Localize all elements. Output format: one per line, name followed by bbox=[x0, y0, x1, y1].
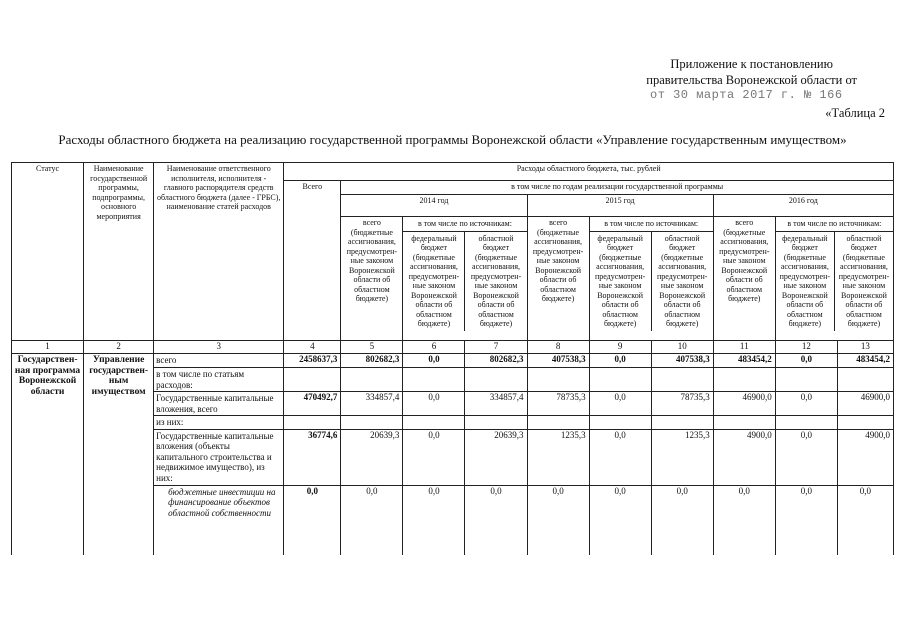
header-expenses: Расходы областного бюджета, тыс. рублей bbox=[284, 163, 894, 181]
cell-value: 0,0 bbox=[284, 485, 341, 555]
appendix-line-2: правительства Воронежской области от bbox=[646, 73, 857, 87]
cell-value: 46900,0 bbox=[713, 392, 775, 416]
cell-value bbox=[403, 368, 465, 392]
cell-value bbox=[527, 368, 589, 392]
cell-value: 4900,0 bbox=[713, 429, 775, 485]
header-federal: федеральный бюджет (бюджетные ассигнования, предусмотрен-ные законом Воронежской области об областном бюджете) bbox=[590, 232, 652, 331]
header-year-2015: 2015 год bbox=[527, 195, 713, 217]
cell-value bbox=[713, 368, 775, 392]
header-sources-label: в том числе по источникам: bbox=[776, 217, 893, 232]
row-label: бюджетные инвестиции на финансирование объектов областной собственности bbox=[154, 485, 284, 555]
cell-value: 78735,3 bbox=[651, 392, 713, 416]
cell-value: 2458637,3 bbox=[284, 354, 341, 368]
budget-table bbox=[11, 162, 894, 555]
cell-value bbox=[284, 368, 341, 392]
header-sources-label: в том числе по источникам: bbox=[403, 217, 526, 232]
header-program-name: Наименование государственной программы, подпрограммы, основного мероприятия bbox=[84, 163, 154, 341]
header-sources-2016 bbox=[775, 217, 893, 341]
cell-value bbox=[837, 416, 893, 430]
col-number: 9 bbox=[589, 341, 651, 354]
cell-value: 0,0 bbox=[775, 354, 837, 368]
program-name: Управление государствен-ным имуществом bbox=[84, 354, 154, 556]
header-sources-2014 bbox=[403, 217, 527, 341]
cell-value bbox=[465, 416, 527, 430]
header-executor: Наименование ответственного исполнителя, исполнителя - главного распорядителя средств областного бюджета (далее - ГРБС), наименование статей расходов bbox=[154, 163, 284, 341]
col-number: 4 bbox=[284, 341, 341, 354]
header-sources-label: в том числе по источникам: bbox=[590, 217, 713, 232]
cell-value: 0,0 bbox=[403, 429, 465, 485]
cell-value bbox=[651, 368, 713, 392]
header-year-2016: 2016 год bbox=[713, 195, 893, 217]
row-label: из них: bbox=[154, 416, 284, 430]
cell-value bbox=[527, 416, 589, 430]
cell-value: 4900,0 bbox=[837, 429, 893, 485]
col-number: 7 bbox=[465, 341, 527, 354]
cell-value: 0,0 bbox=[589, 354, 651, 368]
cell-value: 36774,6 bbox=[284, 429, 341, 485]
cell-value bbox=[341, 368, 403, 392]
col-number: 11 bbox=[713, 341, 775, 354]
cell-value: 0,0 bbox=[837, 485, 893, 555]
header-all-2016: всего (бюджетные ассигнования, предусмотрен-ные законом Воронежской области об областном бюджете) bbox=[713, 217, 775, 341]
header-sources-2015 bbox=[589, 217, 713, 341]
row-label: Государственные капитальные вложения, всего bbox=[154, 392, 284, 416]
col-number: 5 bbox=[341, 341, 403, 354]
cell-value: 334857,4 bbox=[341, 392, 403, 416]
cell-value: 0,0 bbox=[403, 354, 465, 368]
cell-value bbox=[775, 368, 837, 392]
header-regional: областной бюджет (бюджетные ассигнования, предусмотрен-ные законом Воронежской области об областном бюджете) bbox=[657, 233, 708, 328]
col-number: 3 bbox=[154, 341, 284, 354]
cell-value: 0,0 bbox=[651, 485, 713, 555]
program-status: Государствен-ная программа Воронежской области bbox=[12, 354, 84, 556]
col-number: 12 bbox=[775, 341, 837, 354]
date-stamp: от 30 марта 2017 г. № 166 bbox=[650, 88, 843, 102]
cell-value bbox=[341, 416, 403, 430]
cell-value bbox=[589, 416, 651, 430]
cell-value: 20639,3 bbox=[341, 429, 403, 485]
cell-value: 0,0 bbox=[775, 392, 837, 416]
header-year-2014: 2014 год bbox=[341, 195, 527, 217]
col-number: 2 bbox=[84, 341, 154, 354]
header-all-2014: всего (бюджетные ассигнования, предусмотрен-ные законом Воронежской области об областном бюджете) bbox=[341, 217, 403, 341]
col-number: 10 bbox=[651, 341, 713, 354]
cell-value: 470492,7 bbox=[284, 392, 341, 416]
col-number: 13 bbox=[837, 341, 893, 354]
header-total: Всего bbox=[284, 181, 341, 341]
cell-value: 46900,0 bbox=[837, 392, 893, 416]
cell-value bbox=[775, 416, 837, 430]
table-number: «Таблица 2 bbox=[825, 106, 885, 120]
cell-value bbox=[651, 416, 713, 430]
row-label: Государственные капитальные вложения (объекты капитального строительства и недвижимое имущество), из них: bbox=[154, 429, 284, 485]
cell-value: 1235,3 bbox=[651, 429, 713, 485]
cell-value: 0,0 bbox=[341, 485, 403, 555]
cell-value bbox=[837, 368, 893, 392]
table-row bbox=[12, 354, 894, 368]
cell-value: 483454,2 bbox=[713, 354, 775, 368]
cell-value: 802682,3 bbox=[341, 354, 403, 368]
col-number: 6 bbox=[403, 341, 465, 354]
cell-value: 802682,3 bbox=[465, 354, 527, 368]
cell-value bbox=[284, 416, 341, 430]
appendix-line-1: Приложение к постановлению bbox=[670, 57, 833, 71]
cell-value: 78735,3 bbox=[527, 392, 589, 416]
cell-value: 407538,3 bbox=[651, 354, 713, 368]
cell-value: 0,0 bbox=[775, 429, 837, 485]
document-title: Расходы областного бюджета на реализацию государственной программы Воронежской области «Управление государственным имуществом» bbox=[58, 132, 847, 147]
cell-value: 0,0 bbox=[403, 485, 465, 555]
header-regional: областной бюджет (бюджетные ассигнования, предусмотрен-ные законом Воронежской области об областном бюджете) bbox=[470, 233, 522, 328]
row-label: в том числе по статьям расходов: bbox=[154, 368, 284, 392]
col-number: 1 bbox=[12, 341, 84, 354]
header-regional: областной бюджет (бюджетные ассигнования, предусмотрен-ные законом Воронежской области об областном бюджете) bbox=[838, 233, 890, 328]
row-label: всего bbox=[154, 354, 284, 368]
header-federal: федеральный бюджет (бюджетные ассигнования, предусмотрен-ные законом Воронежской области об областном бюджете) bbox=[776, 232, 835, 331]
header-by-years: в том числе по годам реализации государственной программы bbox=[341, 181, 894, 195]
cell-value: 0,0 bbox=[713, 485, 775, 555]
cell-value: 0,0 bbox=[775, 485, 837, 555]
header-federal: федеральный бюджет (бюджетные ассигнования, предусмотрен-ные законом Воронежской области об областном бюджете) bbox=[403, 232, 465, 331]
cell-value: 1235,3 bbox=[527, 429, 589, 485]
header-status: Статус bbox=[12, 163, 84, 341]
cell-value bbox=[589, 368, 651, 392]
appendix-note bbox=[646, 56, 857, 88]
cell-value: 483454,2 bbox=[837, 354, 893, 368]
header-all-2015: всего (бюджетные ассигнования, предусмотрен-ные законом Воронежской области об областном бюджете) bbox=[527, 217, 589, 341]
cell-value: 407538,3 bbox=[527, 354, 589, 368]
cell-value: 334857,4 bbox=[465, 392, 527, 416]
cell-value: 0,0 bbox=[403, 392, 465, 416]
cell-value: 0,0 bbox=[589, 392, 651, 416]
cell-value: 0,0 bbox=[589, 485, 651, 555]
cell-value: 0,0 bbox=[527, 485, 589, 555]
cell-value: 0,0 bbox=[589, 429, 651, 485]
cell-value bbox=[403, 416, 465, 430]
cell-value: 0,0 bbox=[465, 485, 527, 555]
cell-value bbox=[713, 416, 775, 430]
col-number: 8 bbox=[527, 341, 589, 354]
cell-value bbox=[465, 368, 527, 392]
cell-value: 20639,3 bbox=[465, 429, 527, 485]
column-numbers-row bbox=[12, 341, 894, 354]
